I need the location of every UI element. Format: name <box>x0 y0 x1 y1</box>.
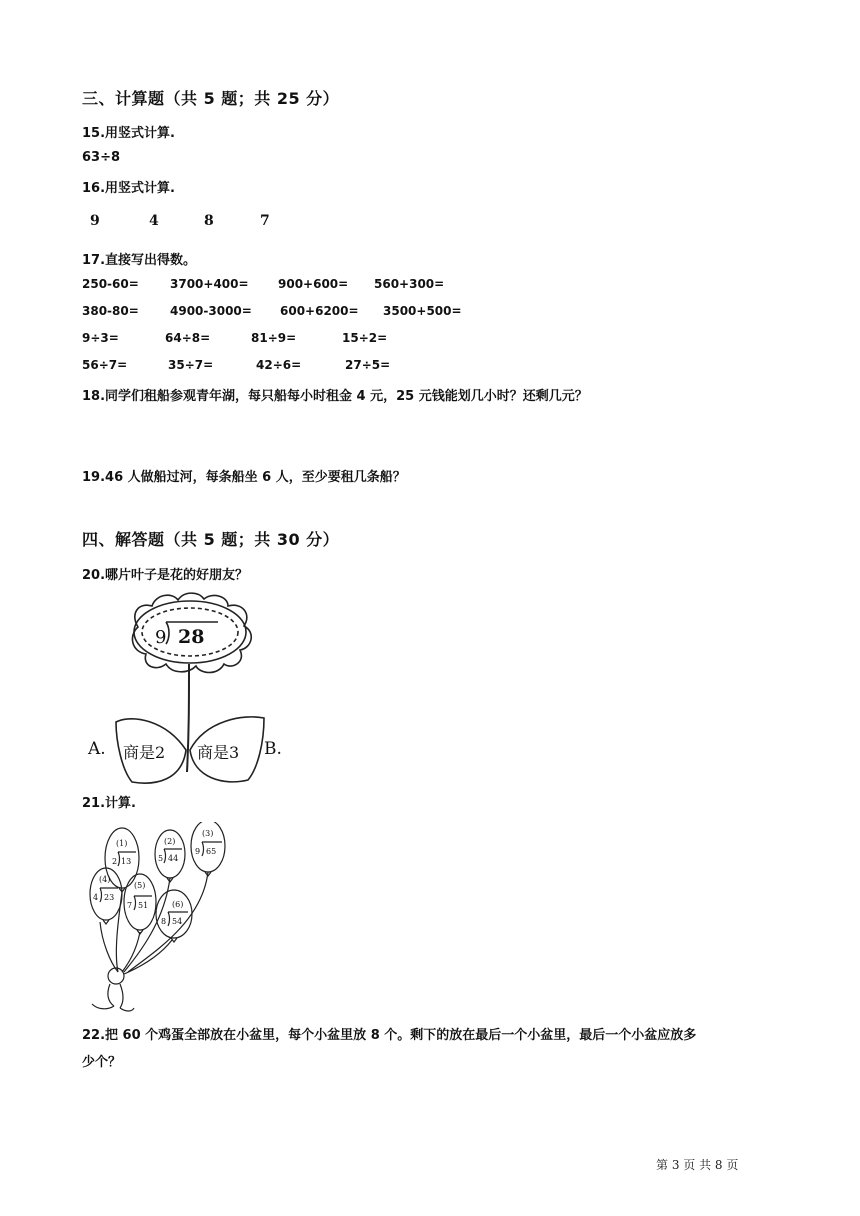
q22-label-line-2: 少个？ <box>82 1055 122 1070</box>
q17-label: 17.直接写出得数。 <box>82 253 197 268</box>
leaf-b-text: 商是3 <box>197 743 240 762</box>
calc-item: 250-60= <box>82 277 139 291</box>
calc-item: 42÷6= <box>256 358 302 372</box>
calc-item: 35÷7= <box>168 358 214 372</box>
balloon-divisor: 5 <box>158 854 164 863</box>
q22-label-line-1: 22.把 60 个鸡蛋全部放在小盆里，每个小盆里放 8 个。剩下的放在最后一个小盆里，最后一个小盆应放多 <box>82 1028 697 1043</box>
balloon-6 <box>156 890 192 938</box>
calc-item: 56÷7= <box>82 358 128 372</box>
q16-number: 8 <box>204 213 214 229</box>
balloons-illustration <box>84 822 234 1018</box>
calc-item: 15÷2= <box>342 331 388 345</box>
q18-label: 18.同学们租船参观青年湖，每只船每小时租金 4 元，25 元钱能划几小时？还剩几元？ <box>82 389 588 404</box>
calc-item: 9÷3= <box>82 331 119 345</box>
balloon-dividend: 13 <box>121 857 132 866</box>
leaf-a-text: 商是2 <box>123 743 166 762</box>
q16-number: 7 <box>260 213 270 229</box>
calc-item: 900+600= <box>278 277 349 291</box>
balloon-dividend: 44 <box>168 854 179 863</box>
flower-dividend: 28 <box>178 626 205 648</box>
q20-label: 20.哪片叶子是花的好朋友？ <box>82 568 249 583</box>
calc-item: 81÷9= <box>251 331 297 345</box>
section-4-title: 四、解答题（共 5 题；共 30 分） <box>82 530 340 549</box>
balloon-dividend: 65 <box>206 847 217 856</box>
balloon-number: (6) <box>172 900 184 909</box>
option-a-label: A. <box>88 739 106 759</box>
balloon-number: (1) <box>116 839 128 848</box>
balloon-divisor: 4 <box>93 893 99 902</box>
option-b-label: B. <box>264 739 282 759</box>
q16-label: 16.用竖式计算. <box>82 181 175 196</box>
q15-expression: 63÷8 <box>82 150 121 165</box>
balloon-number: (2) <box>164 837 176 846</box>
balloon-divisor: 7 <box>127 901 133 910</box>
balloon-number: (4) <box>99 875 111 884</box>
page-footer: 第 3 页 共 8 页 <box>656 1158 739 1172</box>
balloon-dividend: 54 <box>172 917 183 926</box>
calc-item: 64÷8= <box>165 331 211 345</box>
monkey-figure <box>108 968 124 984</box>
q19-label: 19.46 人做船过河，每条船坐 6 人，至少要租几条船？ <box>82 470 406 485</box>
q16-number: 9 <box>90 213 100 229</box>
balloon-number: (3) <box>202 829 214 838</box>
calc-item: 600+6200= <box>280 304 359 318</box>
balloon-divisor: 9 <box>195 847 201 856</box>
flower-illustration <box>86 592 296 792</box>
calc-item: 3700+400= <box>170 277 249 291</box>
balloon-dividend: 23 <box>104 893 115 902</box>
balloon-number: (5) <box>134 881 146 890</box>
balloon-dividend: 51 <box>138 901 149 910</box>
q16-number: 4 <box>149 213 159 229</box>
calc-item: 560+300= <box>374 277 445 291</box>
balloon-divisor: 2 <box>112 857 118 866</box>
q21-label: 21.计算. <box>82 796 136 811</box>
calc-item: 27÷5= <box>345 358 391 372</box>
section-3-title: 三、计算题（共 5 题；共 25 分） <box>82 89 340 108</box>
calc-item: 4900-3000= <box>170 304 252 318</box>
q15-label: 15.用竖式计算. <box>82 126 175 141</box>
calc-item: 3500+500= <box>383 304 462 318</box>
flower-divisor: 9 <box>155 627 167 648</box>
calc-item: 380-80= <box>82 304 139 318</box>
balloon-divisor: 8 <box>161 917 167 926</box>
